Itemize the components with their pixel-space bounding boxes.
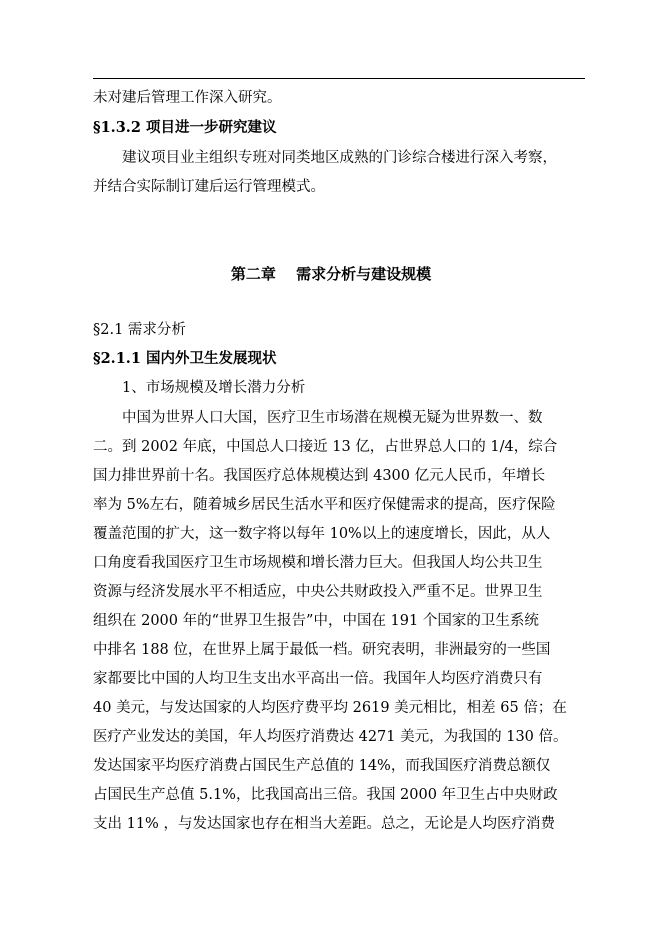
paragraph-line: 并结合实际制订建后运行管理模式。 xyxy=(93,179,325,195)
header-rule xyxy=(93,78,585,79)
list-heading: 1、市场规模及增长潜力分析 xyxy=(122,380,306,396)
body-line: 家都要比中国的人均卫生支出水平高出一倍。我国年人均医疗消费只有 xyxy=(93,671,543,687)
paragraph-line: 建议项目业主组织专班对同类地区成熟的门诊综合楼进行深入考察， xyxy=(122,150,557,166)
body-line: 占国民生产总值 5.1%，比我国高出三倍。我国 2000 年卫生占中央财政 xyxy=(93,787,558,803)
body-line: 中国为世界人口大国，医疗卫生市场潜在规模无疑为世界数一、数 xyxy=(122,410,543,426)
body-line: 40 美元，与发达国家的人均医疗费平均 2619 美元相比，相差 65 倍；在 xyxy=(93,700,567,716)
body-line: 口角度看我国医疗卫生市场规模和增长潜力巨大。但我国人均公共卫生 xyxy=(93,555,543,571)
body-line: 率为 5%左右，随着城乡居民生活水平和医疗保健需求的提高，医疗保险 xyxy=(93,497,556,513)
body-line: 资源与经济发展水平不相适应，中央公共财政投入严重不足。世界卫生 xyxy=(93,584,543,600)
body-line: 医疗产业发达的美国，年人均医疗消费达 4271 美元，为我国的 130 倍。 xyxy=(93,729,568,745)
body-line: 支出 11% ，与发达国家也存在相当大差距。总之，无论是人均医疗消费 xyxy=(93,816,555,832)
section-heading: §2.1 需求分析 xyxy=(93,322,186,338)
chapter-title: 第二章 需求分析与建设规模 xyxy=(230,265,432,283)
subsection-heading: §1.3.2 项目进一步研究建议 xyxy=(93,119,277,136)
body-line: 发达国家平均医疗消费占国民生产总值的 14%，而我国医疗消费总额仅 xyxy=(93,758,551,774)
subsection-heading: §2.1.1 国内外卫生发展现状 xyxy=(93,350,277,367)
text-line: 未对建后管理工作深入研究。 xyxy=(93,90,282,106)
body-line: 国力排世界前十名。我国医疗总体规模达到 4300 亿元人民币，年增长 xyxy=(93,468,546,484)
body-line: 二。到 2002 年底，中国总人口接近 13 亿，占世界总人口的 1/4，综合 xyxy=(93,439,558,455)
body-line: 覆盖范围的扩大，这一数字将以每年 10%以上的速度增长，因此，从人 xyxy=(93,526,551,542)
body-line: 中排名 188 位，在世界上属于最低一档。研究表明，非洲最穷的一些国 xyxy=(93,642,551,658)
body-line: 组织在 2000 年的“世界卫生报告”中，中国在 191 个国家的卫生系统 xyxy=(93,613,539,629)
